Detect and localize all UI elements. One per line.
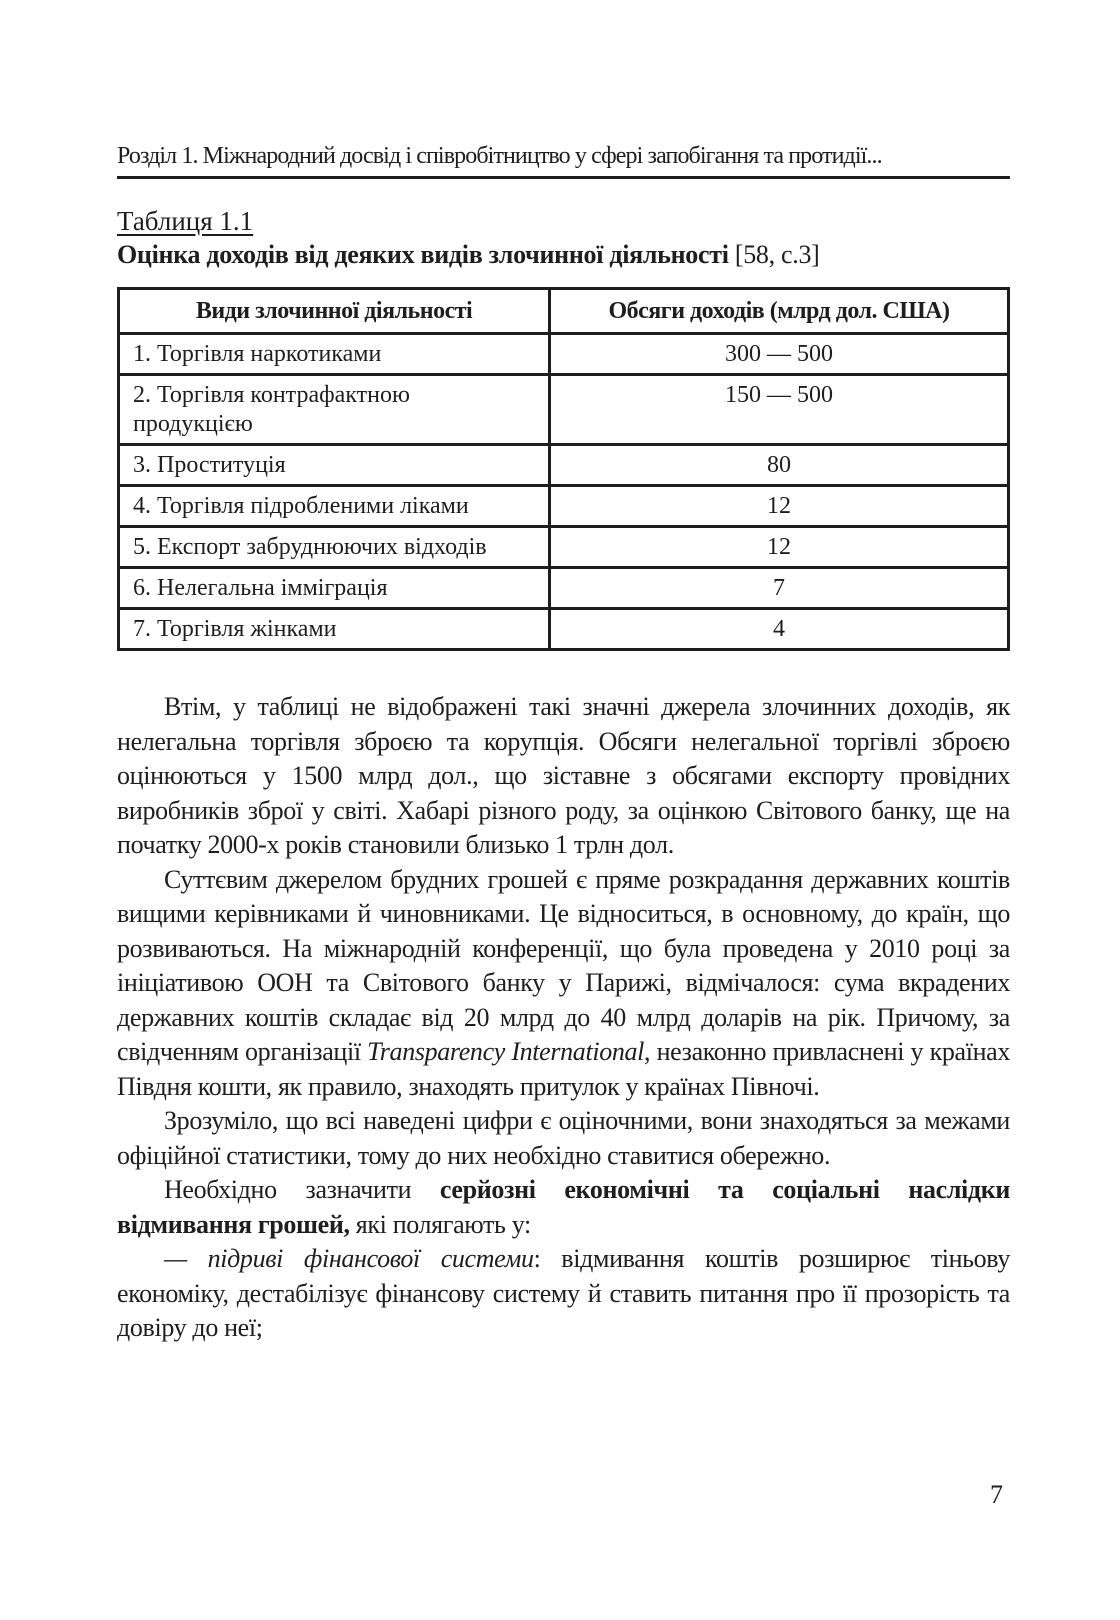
list-item-term: — підриві фінансової системи: [164, 1244, 534, 1273]
table-row: [119, 334, 1009, 375]
table-caption: [117, 240, 820, 270]
crime-income-table: [117, 287, 1010, 651]
table-row: [119, 486, 1009, 527]
income-cell: 12: [550, 527, 1009, 568]
activity-cell: 4. Торгівля підробленими ліками: [119, 486, 550, 527]
page-number: 7: [990, 1480, 1003, 1509]
table-row: [119, 445, 1009, 486]
paragraph-text: які полягають у:: [349, 1209, 531, 1239]
table-row: [119, 609, 1009, 650]
income-cell: 12: [550, 486, 1009, 527]
paragraph: [117, 863, 1010, 1105]
emphasis-text: серйозні економічні та соціальні наслідки відмивання грошей,: [117, 1175, 1010, 1239]
paragraph-text: Суттєвим джерелом брудних грошей є пряме розкрадання державних коштів вищими керівниками й чиновниками. Це відноситься, в основному, до країн, що розвиваються. На міжнародній конференції, що була проведена у 2010 році за ініціативою ООН та Світового банку у Парижі, відмічалося: сума вкрадених державних коштів складає від 20 млрд до 40 млрд доларів на рік. Причому, за свідченням організації: [117, 864, 1010, 1066]
income-cell: 300 — 500: [550, 334, 1009, 375]
table-caption-title: Оцінка доходів від деяких видів злочинної діяльності: [117, 240, 729, 269]
income-cell: 80: [550, 445, 1009, 486]
column-header-activity: Види злочинної діяльності: [119, 289, 550, 334]
table-row: [119, 375, 1009, 445]
paragraph: Втім, у таблиці не відображені такі значні джерела злочинних доходів, як нелегальна торгівля зброєю та корупція. Обсяги нелегальної торгівлі зброєю оцінюються у 1500 млрд дол., що зіставне з обсягами експорту провідних виробників зброї у світі. Хабарі різного роду, за оцінкою Світового банку, ще на початку 2000-х років становили близько 1 трлн дол.: [117, 692, 1010, 859]
paragraph: [117, 1173, 1010, 1242]
paragraph-text: Необхідно зазначити: [164, 1175, 440, 1204]
income-cell: 4: [550, 609, 1009, 650]
activity-cell: 2. Торгівля контрафактною продукцією: [119, 375, 550, 445]
table-caption-reference: [58, с.3]: [728, 240, 820, 269]
table-row: [119, 568, 1009, 609]
activity-cell: 3. Проституція: [119, 445, 550, 486]
activity-cell: 7. Торгівля жінками: [119, 609, 550, 650]
paragraph-text: , незаконно привласнені у країнах Півдня кошти, як правило, знаходять притулок у країнах Півночі.: [117, 1037, 1010, 1101]
organization-name: Transparency International: [367, 1037, 645, 1066]
paragraph-text: : відмивання коштів розширює тіньову економіку, дестабілізує фінансову систему й ставить питання про її прозорість та довіру до неї;: [117, 1244, 1010, 1342]
activity-cell: 1. Торгівля наркотиками: [119, 334, 550, 375]
table-header-row: [119, 289, 1009, 334]
paragraph: [117, 1242, 1010, 1346]
body-text: [117, 690, 1010, 1346]
income-cell: 150 — 500: [550, 375, 1009, 445]
running-head: Розділ 1. Міжнародний досвід і співробітництво у сфері запобігання та протидії...: [117, 143, 1010, 179]
column-header-income: Обсяги доходів (млрд дол. США): [550, 289, 1009, 334]
table-row: [119, 527, 1009, 568]
activity-cell: 5. Експорт забруднюючих відходів: [119, 527, 550, 568]
income-cell: 7: [550, 568, 1009, 609]
paragraph: Зрозуміло, що всі наведені цифри є оціночними, вони знаходяться за межами офіційної статистики, тому до них необхідно ставитися обережно.: [117, 1106, 1010, 1170]
activity-cell: 6. Нелегальна іммiграція: [119, 568, 550, 609]
table-label: Таблиця 1.1: [117, 206, 254, 236]
